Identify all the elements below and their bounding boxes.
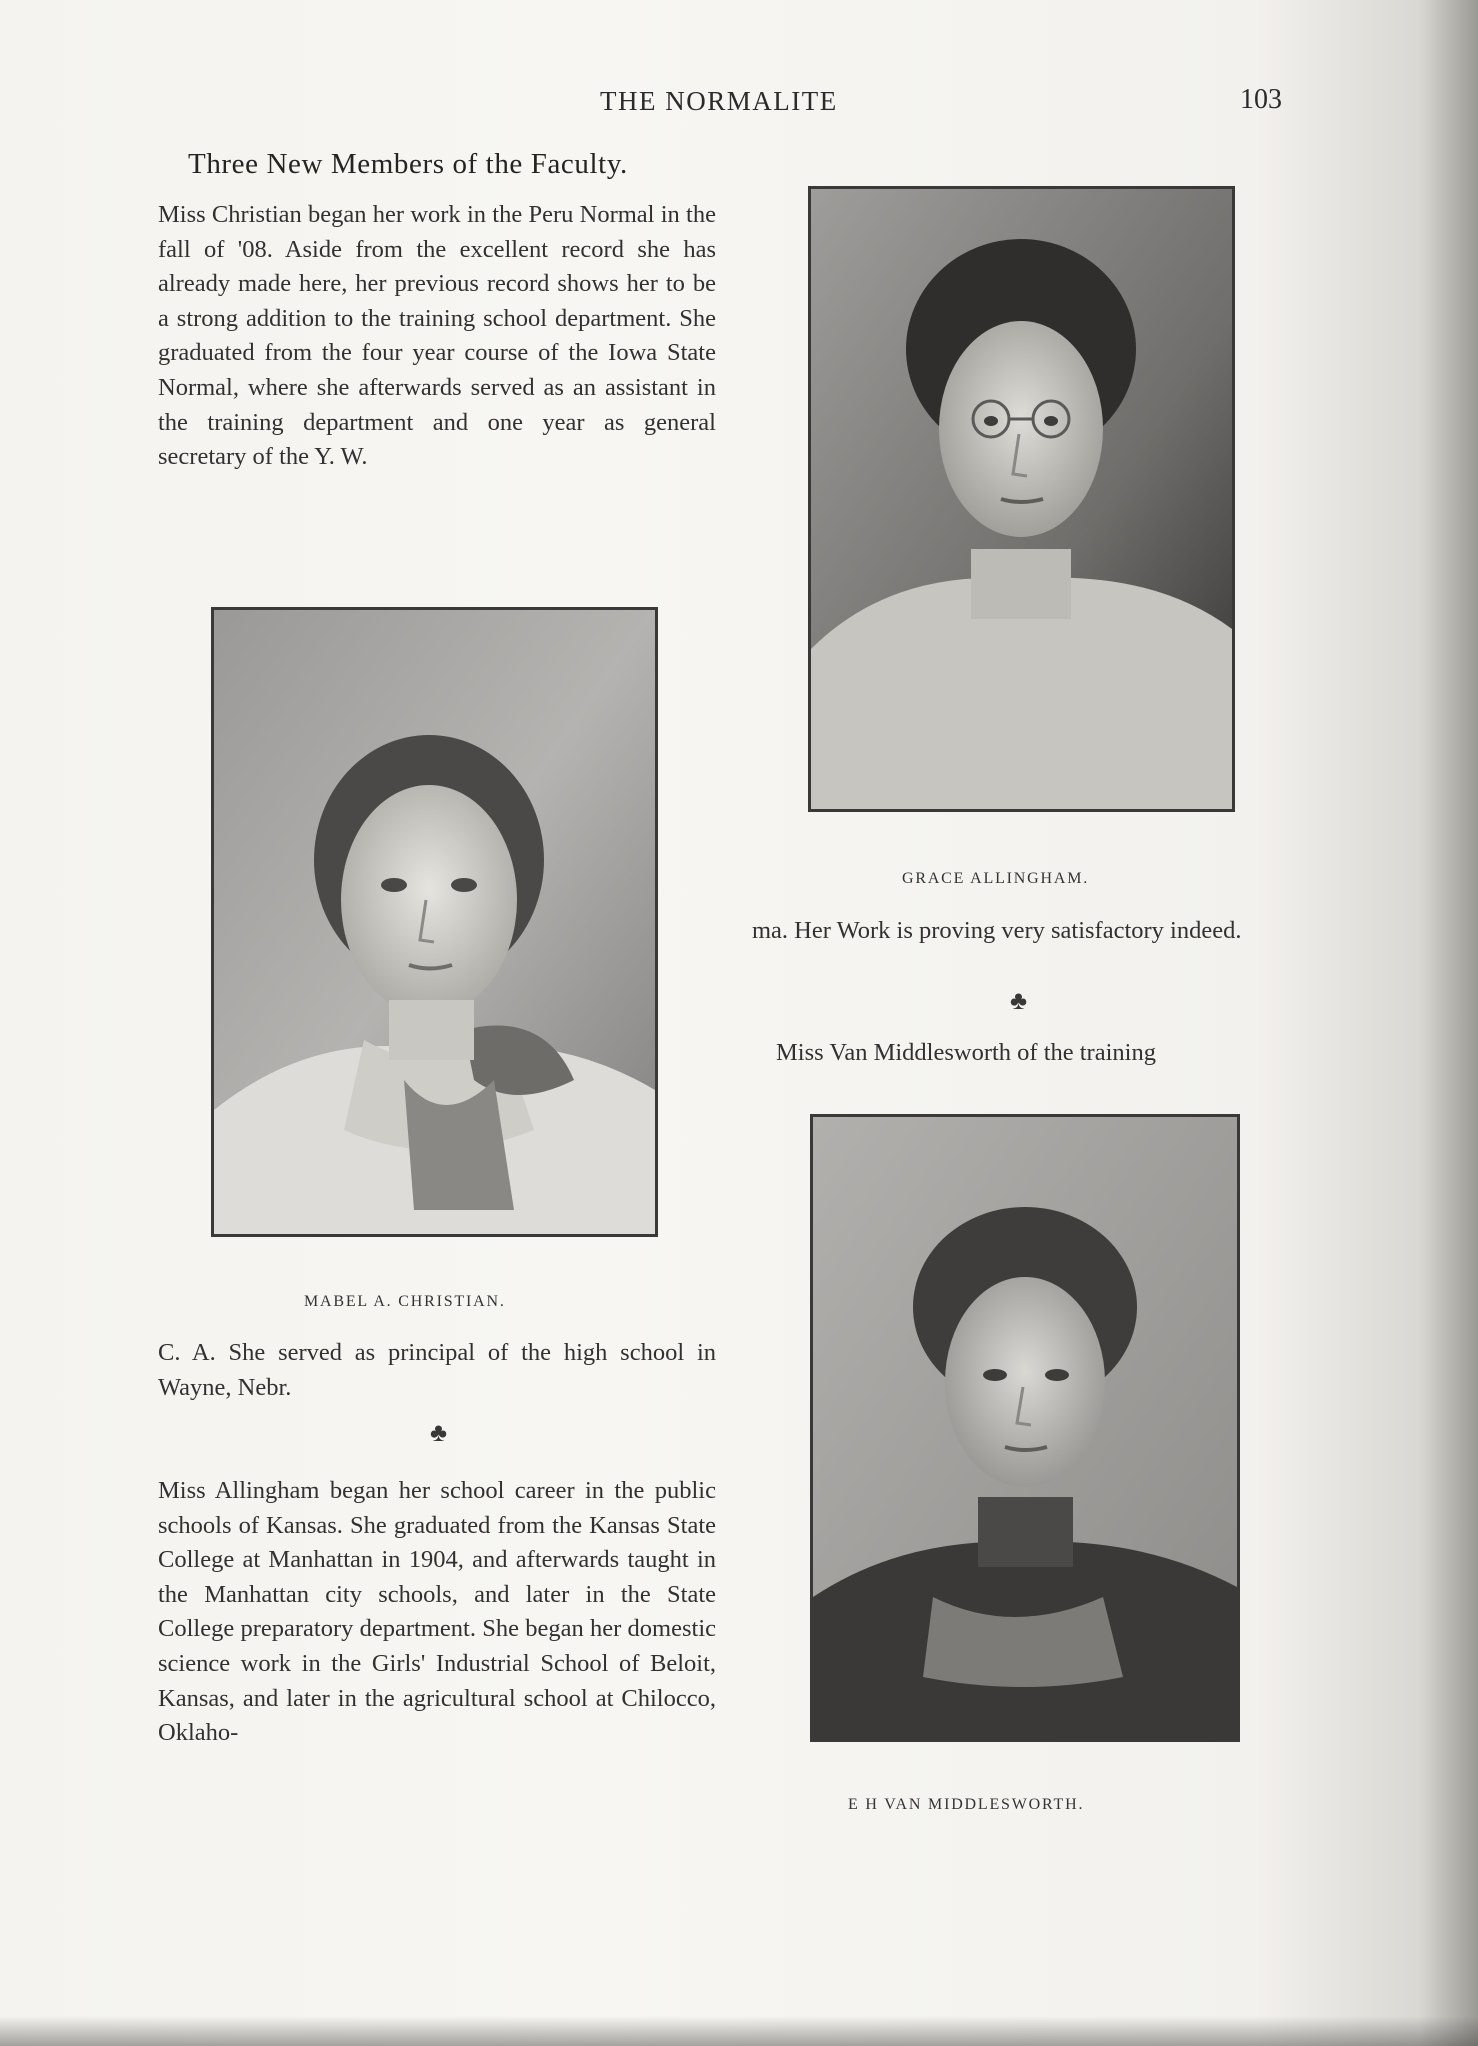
article-title: Three New Members of the Faculty. [188, 148, 628, 180]
portrait-allingham-image [811, 189, 1232, 809]
caption-allingham: GRACE ALLINGHAM. [902, 870, 1090, 887]
paragraph-van-middlesworth: Miss Van Middlesworth of the training [776, 1039, 1156, 1066]
photo-grace-allingham [808, 186, 1235, 812]
portrait-christian-image [214, 610, 655, 1234]
section-ornament-left: ♣ [430, 1418, 448, 1447]
running-head: THE NORMALITE [600, 86, 838, 116]
page-number: 103 [1240, 84, 1282, 115]
photo-mabel-christian [211, 607, 658, 1237]
section-ornament-right: ♣ [1010, 986, 1028, 1015]
photo-van-middlesworth [810, 1114, 1240, 1742]
paragraph-christian-continued: C. A. She served as principal of the high school in Wayne, Nebr. [158, 1339, 716, 1401]
paragraph-allingham: Miss Allingham began her school career in the public schools of Kansas. She graduated from the Kansas State College at Manhattan in 1904, and afterwards taught in the Manhattan city schools, and later in the State College preparatory department. She began her domestic science work in the Girls' Industrial School of Beloit, Kansas, and later in the agricultural school at Chilocco, Oklaho- [158, 1477, 716, 1747]
caption-van-middlesworth: E H VAN MIDDLESWORTH. [848, 1796, 1085, 1813]
caption-christian: MABEL A. CHRISTIAN. [304, 1293, 506, 1310]
paragraph-allingham-continued: ma. Her Work is proving very satisfactory indeed. [752, 917, 1242, 944]
paragraph-christian: Miss Christian began her work in the Peru Normal in the fall of '08. Aside from the excellent record she has already made here, her previous record shows her to be a strong addition to the training school department. She graduated from the four year course of the Iowa State Normal, where she afterwards served as an assistant in the training department and one year as general secretary of the Y. W. [158, 201, 716, 471]
portrait-van-middlesworth-image [813, 1117, 1237, 1739]
